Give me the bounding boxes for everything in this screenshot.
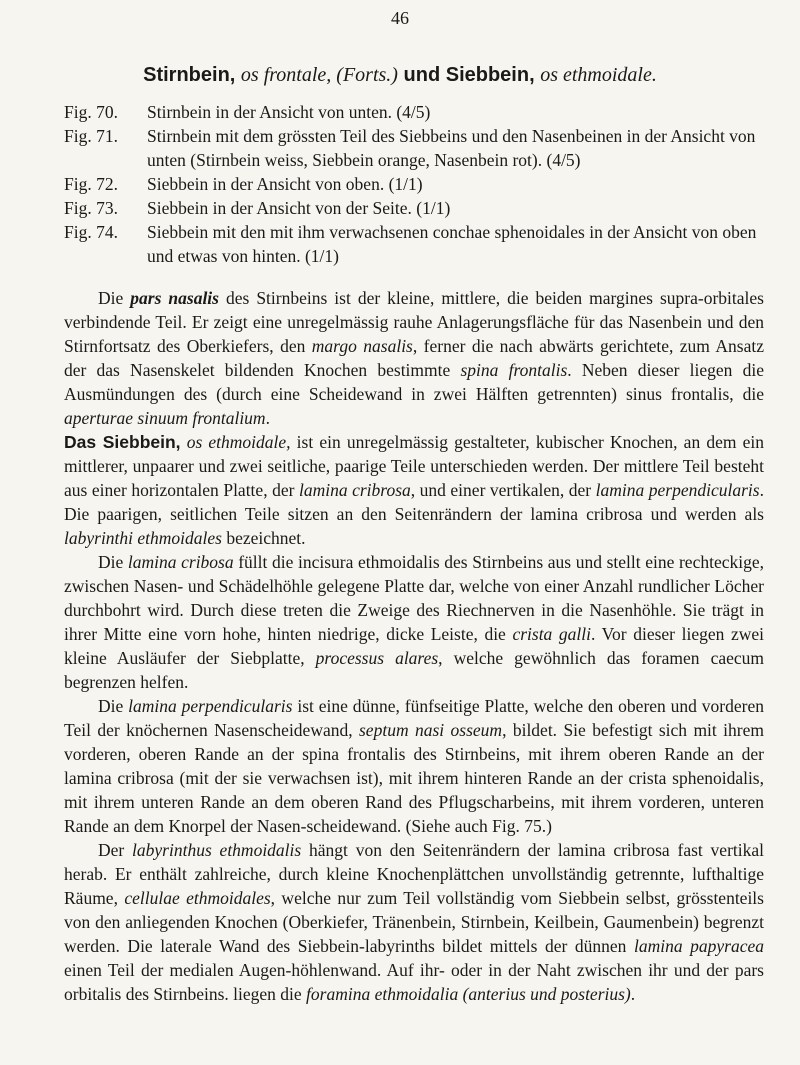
- figure-label: Fig. 72.: [64, 174, 118, 194]
- term: septum nasi osseum: [359, 720, 503, 740]
- figure-caption: [64, 124, 764, 172]
- text-run: , welche gewöhnlich das foramen caecum begrenzen helfen.: [64, 648, 764, 692]
- term: aperturae sinuum frontalium: [64, 408, 266, 428]
- term: lamina papyracea: [633, 936, 764, 956]
- figure-text: Stirnbein mit dem grössten Teil des Siebbeins und den Nasenbeinen in der Ansicht von unten (Stirnbein weiss, Siebbein orange, Nasenbein rot). (4/5): [147, 126, 756, 170]
- term: spina frontalis: [460, 360, 568, 380]
- term: margo nasalis: [311, 336, 413, 356]
- text-run: . Neben dieser liegen die Ausmündungen des (durch eine Scheidewand in zwei Hälften getrennten) sinus frontalis, die: [64, 360, 765, 404]
- text-run: ist ein unregelmässig gestalteter, kubischer Knochen, an dem ein mittlerer, unpaarer und zwei seitliche, paarige Teile unterschieden werden. Der mittlere Teil besteht aus einer horizontalen Platte, der: [64, 432, 764, 500]
- term: cellulae ethmoidales: [124, 888, 271, 908]
- page-number: 46: [391, 8, 409, 28]
- figure-label: Fig. 73.: [64, 198, 118, 218]
- text-run: .: [265, 408, 270, 428]
- figure-captions: [64, 100, 764, 268]
- text-run: füllt die incisura ethmoidalis des Stirnbeins aus und stellt eine rechteckige, zwischen Nasen- und Schädelhöhle gelegene Platte dar, welche von einer Anzahl rundlicher Löcher durchbohrt wird. Durch diese treten die Zweige des Riechnerven in die Nasenhöhle. Sie trägt in ihrer Mitte eine vorn hohe, hinten niedrige, dicke Leiste, die: [64, 552, 764, 644]
- term: labyrinthus ethmoidalis: [132, 840, 302, 860]
- term: os ethmoidale,: [186, 432, 291, 452]
- text-run: .: [630, 984, 636, 1004]
- figure-caption: [64, 172, 764, 196]
- text-run: des Stirnbeins ist der kleine, mittlere, die beiden margines supra-orbitales verbindende Teil. Er zeigt eine unregelmässig rauhe Anlagerungsfläche für das Nasenbein und den Stirnfortsatz des Oberkiefers, den: [64, 288, 764, 356]
- figure-text: Siebbein in der Ansicht von oben. (1/1): [147, 174, 423, 194]
- heading-stirnbein: Stirnbein,: [143, 64, 236, 86]
- term: lamina cribosa: [127, 552, 234, 572]
- term: crista galli: [512, 624, 591, 644]
- text-run: , ferner die nach abwärts gerichtete, zum Ansatz der das Nasenskelet bildenden Knochen bestimmte: [64, 336, 764, 380]
- term: lamina perpendicularis: [595, 480, 760, 500]
- text-run: , welche nur zum Teil vollständig vom Siebbein selbst, grösstenteils von den anliegenden Knochen (Oberkiefer, Tränenbein, Stirnbein, Keilbein, Gaumenbein) begrenzt werden. Die laterale Wand des Siebbein-labyrinths bildet mittels der dünnen: [64, 888, 764, 956]
- term: pars nasalis: [130, 288, 219, 308]
- figure-text: Siebbein in der Ansicht von der Seite. (1/1): [147, 198, 451, 218]
- figure-label: Fig. 71.: [64, 126, 118, 146]
- paragraph-labyrinthus: [64, 838, 764, 1006]
- term: labyrinthi ethmoidales: [64, 528, 222, 548]
- figure-caption: [64, 196, 764, 220]
- paragraph-pars-nasalis: [64, 286, 764, 430]
- paragraph-lamina-cribosa: [64, 550, 764, 694]
- text-run: Der: [98, 840, 133, 860]
- term: foramina ethmoidalia (anterius und posterius): [306, 984, 631, 1004]
- text-run: hängt von den Seitenrändern der lamina cribrosa fast vertikal herab. Er enthält zahlreiche, durch kleine Knochenplättchen unvollständig getrennte, lufthaltige Räume,: [64, 840, 764, 908]
- term: Das Siebbein,: [64, 432, 181, 452]
- text-run: . Die paarigen, seitlichen Teile sitzen an den Seitenrändern der lamina cribrosa und werden als: [64, 480, 764, 524]
- term: processus alares: [315, 648, 439, 668]
- text-run: Die: [98, 696, 129, 716]
- figure-text: Siebbein mit den mit ihm verwachsenen conchae sphenoidales in der Ansicht von oben und etwas von hinten. (1/1): [147, 222, 757, 266]
- term: lamina cribrosa: [298, 480, 411, 500]
- heading-os-frontale: os frontale, (Forts.): [240, 64, 398, 86]
- term: lamina perpendicularis: [128, 696, 293, 716]
- text-run: Die: [98, 288, 131, 308]
- text-run: , und einer vertikalen, der: [410, 480, 596, 500]
- body-text: [64, 286, 764, 1006]
- text-run: bezeichnet.: [221, 528, 306, 548]
- text-run: , bildet. Sie befestigt sich mit ihrem vorderen, oberen Rande an der spina frontalis des Stirnbeins, mit ihrem oberen Rande an der lamina cribrosa (mit der sie verwachsen ist), mit ihrem hinteren Rande an der crista sphenoidalis, mit ihrem unteren Rande an dem oberen Rand des Pflugscharbeins, mit ihrem vorderen, unteren Rande an dem Knorpel der Nasen-scheidewand. (Siehe auch Fig. 75.): [64, 720, 764, 836]
- heading-os-ethmoidale: os ethmoidale.: [540, 64, 657, 86]
- text-run: Die: [98, 552, 128, 572]
- text-run: einen Teil der medialen Augen-höhlenwand. Auf ihr- oder in der Naht zwischen ihr und der pars orbitalis des Stirnbeins. liegen die: [64, 960, 764, 1004]
- paragraph-lamina-perpendicularis: [64, 694, 764, 838]
- figure-caption: [64, 100, 764, 124]
- paragraph-siebbein: [64, 430, 764, 550]
- text-run: . Vor dieser liegen zwei kleine Ausläufer der Siebplatte,: [64, 624, 764, 668]
- text-run: ist eine dünne, fünfseitige Platte, welche den oberen und vorderen Teil der knöchernen Nasenscheidewand,: [64, 696, 764, 740]
- section-heading: [0, 64, 800, 87]
- heading-siebbein: und Siebbein,: [403, 64, 535, 86]
- figure-label: Fig. 70.: [64, 102, 118, 122]
- figure-label: Fig. 74.: [64, 222, 118, 242]
- figure-text: Stirnbein in der Ansicht von unten. (4/5): [147, 102, 431, 122]
- figure-caption: [64, 220, 764, 268]
